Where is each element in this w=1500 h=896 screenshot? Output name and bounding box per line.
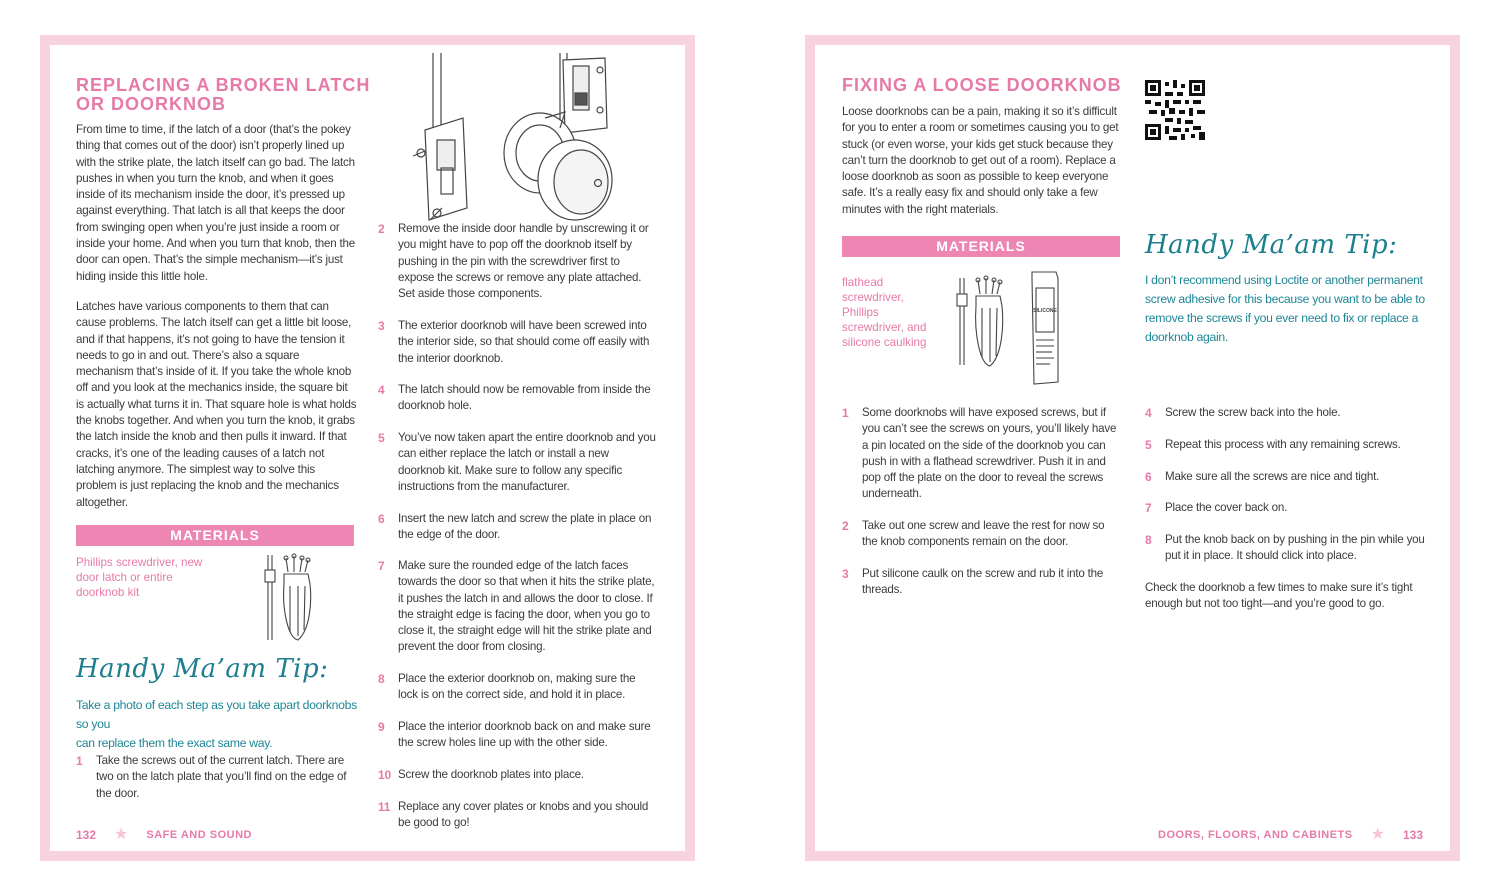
right-tip-title: Handy Ma’am Tip:: [1145, 230, 1398, 260]
left-step-4: [378, 382, 658, 415]
left-step-5: [378, 430, 658, 495]
left-page-number: 132: [76, 828, 97, 842]
right-step-2: [842, 518, 1122, 551]
step-text: Replace any cover plates or knobs and you should be good to go!: [398, 800, 649, 830]
step-number: 6: [378, 512, 385, 526]
right-step-5: [1145, 437, 1425, 453]
step-text: Make sure all the screws are nice and tight.: [1165, 470, 1380, 483]
right-step-4: [1145, 405, 1425, 421]
right-page-title: FIXING A LOOSE DOORKNOB: [842, 75, 1122, 95]
left-step-10: [378, 767, 658, 783]
step-text: Screw the doorknob plates into place.: [398, 768, 584, 781]
tube-label: SILICONE: [1033, 308, 1057, 314]
right-page-number: 133: [1402, 828, 1423, 842]
right-step-7: [1145, 500, 1425, 516]
left-step-11: [378, 799, 658, 832]
left-materials-line-1: Phillips screwdriver, new: [76, 556, 203, 569]
left-step-6: [378, 511, 658, 544]
right-materials-line-3: Phillips: [842, 306, 879, 319]
right-materials-line-5: silicone caulking: [842, 336, 927, 349]
right-materials-list: [842, 275, 952, 350]
step-text: Screw the screw back into the hole.: [1165, 406, 1341, 419]
left-materials-header: MATERIALS: [76, 525, 354, 546]
left-step-9: [378, 719, 658, 752]
left-footer: [76, 828, 252, 842]
left-step-8: [378, 671, 658, 704]
left-tip-text: [76, 696, 366, 753]
step-text: Place the cover back on.: [1165, 501, 1288, 514]
step-number: 7: [378, 559, 385, 573]
doorknob-illustration: [395, 48, 660, 223]
star-icon: ★: [1370, 826, 1385, 843]
screwdriver-and-caulk-illustration: [952, 270, 1064, 388]
step-text: Place the interior doorknob back on and make sure the screw holes line up with the other side.: [398, 720, 651, 750]
left-step-2: [378, 221, 658, 302]
right-materials-line-2: screwdriver,: [842, 291, 904, 304]
step-number: 1: [842, 406, 849, 420]
step-text: Remove the inside door handle by unscrewing it or you might have to pop off the doorknob itself by pushing in the pin with the screwdriver first to expose the screws or remove any plate attached. Set aside those components.: [398, 222, 649, 301]
step-text: Some doorknobs will have exposed screws, but if you can’t see the screws on yours, you’ll likely have a pin located on the side of the doorknob you can push in with a flathead screwdriver. Push it in and pop off the plate on the door to reveal the screws underneath.: [862, 406, 1117, 501]
right-intro: Loose doorknobs can be a pain, making it so it’s difficult for you to enter a room or sometimes causing you to get stuck (or even worse, your kids get stuck because they can’t turn the doorknob to get out of a room). Replace a loose doorknob as soon as possible to keep everyone safe. It’s a really easy fix and should only take a few minutes with the right materials.: [842, 105, 1119, 216]
right-step-1: [842, 405, 1122, 503]
right-footer: [1158, 828, 1423, 842]
right-materials-header: MATERIALS: [842, 236, 1120, 257]
step-number: 2: [842, 519, 849, 533]
right-step-6: [1145, 469, 1425, 485]
right-footer-title: DOORS, FLOORS, AND CABINETS: [1158, 829, 1353, 841]
star-icon: ★: [114, 826, 129, 843]
left-step-7: [378, 558, 658, 656]
right-tip-line-1: I don’t recommend using Loctite or another permanent: [1145, 273, 1423, 287]
right-tip-line-4: doorknob again.: [1145, 330, 1228, 344]
step-number: 4: [378, 383, 385, 397]
step-text: The latch should now be removable from inside the doorknob hole.: [398, 383, 651, 413]
step-number: 9: [378, 720, 385, 734]
left-step-1: [76, 753, 348, 802]
step-text: Put silicone caulk on the screw and rub it into the threads.: [862, 567, 1104, 597]
screwdriver-set-illustration: [258, 550, 318, 645]
left-materials-list: [76, 555, 256, 600]
step-number: 1: [76, 754, 83, 768]
right-tip-text: [1145, 271, 1425, 347]
right-tip-line-3: remove the screws if you ever need to fix or replace a: [1145, 311, 1419, 325]
step-text: Take the screws out of the current latch. There are two on the latch plate that you’ll find on the edge of the door.: [96, 754, 347, 800]
right-closing-text: Check the doorknob a few times to make sure it’s tight enough but not too tight—and you’re good to go.: [1145, 581, 1413, 611]
left-title-line-1: REPLACING A BROKEN LATCH: [76, 75, 371, 95]
step-number: 5: [1145, 438, 1152, 452]
right-step-8: [1145, 532, 1425, 565]
step-number: 8: [378, 672, 385, 686]
step-text: Repeat this process with any remaining screws.: [1165, 438, 1401, 451]
right-tip-line-2: screw adhesive for this because you want to be able to: [1145, 292, 1425, 306]
step-number: 3: [378, 319, 385, 333]
left-intro-paragraph-1: From time to time, if the latch of a door (that’s the pokey thing that comes out of the door) isn’t properly lined up with the strike plate, the latch itself can go bad. The latch pushes in when you turn the knob, and when it goes inside of its mechanism inside the door, it’s pressed up against everything. That latch is all that keeps the door from swinging open when you’re just inside a room or inside your home. And when you turn that knob, then the door can open. That’s the simple mechanism—it’s just hiding inside this little hole.: [76, 123, 356, 283]
step-text: Take out one screw and leave the rest for now so the knob components remain on the door.: [862, 519, 1105, 549]
right-step-3: [842, 566, 1122, 599]
left-title-line-2: OR DOORKNOB: [76, 94, 226, 114]
step-text: Make sure the rounded edge of the latch faces towards the door so that when it hits the strike plate, it pushes the latch in and allows the door to close. If the straight edge is facing the door, when you go to close it, the straight edge will hit the strike plate and prevent the door from closing.: [398, 559, 655, 654]
left-materials-line-3: doorknob kit: [76, 586, 140, 599]
right-materials-line-1: flathead: [842, 276, 884, 289]
step-number: 10: [378, 768, 391, 782]
left-tip-title: Handy Ma’am Tip:: [76, 654, 329, 684]
step-number: 2: [378, 222, 385, 236]
step-text: The exterior doorknob will have been screwed into the interior side, so that should come off easily with the interior doorknob.: [398, 319, 650, 365]
step-number: 5: [378, 431, 385, 445]
step-number: 8: [1145, 533, 1152, 547]
step-text: Place the exterior doorknob on, making sure the lock is on the correct side, and hold it in place.: [398, 672, 636, 702]
step-text: Put the knob back on by pushing in the pin while you put it in place. It should click into place.: [1165, 533, 1425, 563]
qr-code-icon[interactable]: [1145, 80, 1205, 140]
left-step-3: [378, 318, 658, 367]
step-number: 11: [378, 800, 391, 814]
right-materials-line-4: screwdriver, and: [842, 321, 927, 334]
left-footer-title: SAFE AND SOUND: [146, 829, 252, 841]
left-intro-paragraph-2: Latches have various components to them that can cause problems. The latch itself can get a little bit loose, and if that happens, it’s not going to have the tension it needs to go in and out. There’s also a square mechanism that’s inside of it. If you take the whole knob off and you look at the mechanics inside, the square bit is actually what turns it in. That square hole is what holds the knobs together. And when you turn the knob, it grabs the latch inside the knob and then pulls it inward. If that cracks, it’s one of the leading causes of a latch not latching anymore. The simplest way to solve this problem is just replacing the knob and the mechanics altogether.: [76, 299, 357, 509]
step-number: 4: [1145, 406, 1152, 420]
step-text: You’ve now taken apart the entire doorknob and you can either replace the latch or install a new doorknob kit. Make sure to follow any specific instructions from the manufacturer.: [398, 431, 656, 493]
left-page-title: [76, 76, 376, 114]
left-tip-line-2: can replace them the exact same way.: [76, 736, 273, 750]
step-text: Insert the new latch and screw the plate in place on the edge of the door.: [398, 512, 652, 542]
step-number: 6: [1145, 470, 1152, 484]
left-tip-line-1: Take a photo of each step as you take apart doorknobs so you: [76, 698, 357, 731]
left-intro: [76, 122, 358, 511]
step-number: 7: [1145, 501, 1152, 515]
left-materials-line-2: door latch or entire: [76, 571, 173, 584]
step-number: 3: [842, 567, 849, 581]
